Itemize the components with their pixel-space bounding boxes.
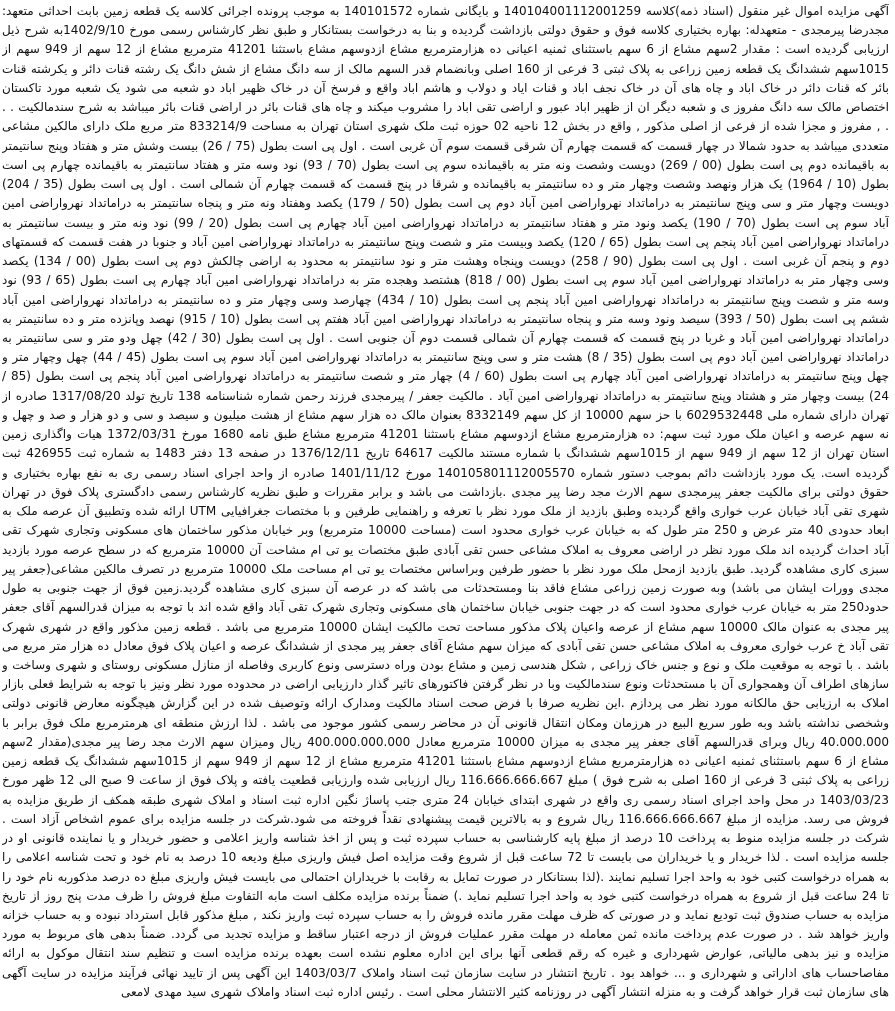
auction-notice-text: آگهی مزایده اموال غیر منقول (اسناد ذمه)کلاسه 140104001112001259 و بایگانی شماره 140101572 به موجب پرونده اجرائی کلاسه یک قطعه زمین بابت احداثی متعهد: مجدرضا پیرمجدی - متعهدله: بهاره بختیاری کلاسه فوق و حقوق دولتی بازداشت گردیده و بنا به درخواست بستانکار و طبق نظر کارشناس رسمی مورخ 1402/9/10به شرح ذیل ارزیابی گردیده است : مقدار 2سهم مشاع از 6 سهم باستثنای ثمنیه اعیانی ده هزارمترمربع مشاع ازدوسهم مشاع باستثنا 41201 مترمربع مشاع از 12 سهم از 949 سهم از 1015سهم ششدانگ یک قطعه زمین زراعی به پلاک ثبتی 3 فرعی از 160 اصلی وبانضمام قدر السهم مالک از سه دانگ مشاع از شش دانگ یک رشته قنات دائر و یکرشته قنات بائر که قنات دائر در خاک اباد و چاه های آن در خاک نجف اباد و قنات ایاد و دولاب و هاشم اباد واقع و فرسخ آن در خاک ظهیر اباد دو شعبه می شود یک شعبه مورد تاکستان اختصاص مالک سه دانگ مفروز ی و شعبه دیگر ان از ظهیر اباد عبور و اراضی تقی اباد را مشروب میکند و چاه های قنات بائر در اراضی قنات بائر میباشد به شرح سندمالکیت . . . , مفروز و مجزا شده از فرعی از اصلی مذکور , واقع در بخش 12 ناحیه 02 حوزه ثبت ملک شهری استان تهران به مساحت 833214/9 متر مربع ملک دارای مالکین مشاعی متعددی میباشد به حدود شمالا در چهار قسمت که قسمت چهارم آن شرقی قسمت سوم آن غربی است . اول پی است بطول (75 / 26) بیست وشش متر و هفتاد وپنج سانتیمتر به باقیمانده دوم پی است بطول (00 / 269) دویست وشصت ونه متر به باقیمانده سوم پی است بطول (70 / 93) نود وسه متر و هفتاد سانتیمتر به باقیمانده چهارم پی است بطول (10 / 1964) یک هزار ونهصد وشصت وچهار متر و ده سانتیمتر به باقیمانده و شرقا در پنج قسمت که قسمت چهارم آن شمالی است . اول پی است بطول (35 / 204) دویست وچهار متر و سی وپنج سانتیمتر به دراماتداد نهرواراضی امین آباد دوم پی است بطول (50 / 179) یکصد وهفتاد ونه متر و پنجاه سانتیمتر به دراماتداد نهرواراضی امین آباد سوم پی است بطول (70 / 190) یکصد ونود متر و هفتاد سانتیمتر به دراماتداد نهرواراضی امین آباد چهارم پی است بطول (20 / 99) نود ونه متر و بیست سانتیمتر به دراماتداد نهرواراضی امین آباد پنجم پی است بطول (65 / 120) یکصد وبیست متر و شصت وپنج سانتیمتر به دراماتداد نهرواراضی امین آباد و جنوبا در هفت قسمت که قسمتهای دوم و پنجم آن غربی است . اول پی است بطول (90 / 258) دویست وپنجاه وهشت متر و نود سانتیمتر به محدود به اراضی چالکش دوم پی است بطول (00 / 134) یکصد وسی وچهار متر به دراماتداد نهرواراضی امین آباد سوم پی است بطول (00 / 818) هشتصد وهجده متر به دراماتداد نهرواراضی امین آباد چهارم پی است بطول (65 / 93) نود وسه متر و شصت وپنج سانتیمتر به دراماتداد نهرواراضی امین آباد پنجم پی است بطول (10 / 434) چهارصد وسی وچهار متر و ده سانتیمتر به دراماتداد نهرواراضی امین آباد ششم پی است بطول (50 / 393) سیصد ونود وسه متر و پنجاه سانتیمتر به دراماتداد نهرواراضی امین آباد هفتم پی است بطول (10 / 915) نهصد وپانزده متر و ده سانتیمتر به دراماتداد نهرواراضی امین آباد و غربا در پنج قسمت که قسمت چهارم آن شمالی قسمت دوم آن جنوبی است . اول پی است بطول (30 / 42) چهل ودو متر و سی سانتیمتر به دراماتداد نهرواراضی امین آباد دوم پی است بطول (35 / 8) هشت متر و سی وپنج سانتیمتر به دراماتداد نهرواراضی امین آباد سوم پی است بطول (45 / 44) چهل وچهار متر و چهل وپنج سانتیمتر به دراماتداد نهرواراضی امین آباد چهارم پی است بطول (60 / 4) چهار متر و شصت سانتیمتر به دراماتداد نهرواراضی امین آباد پنجم پی است بطول (85 / 24) بیست وچهار متر و هشتاد وپنج سانتیمتر به دراماتداد نهرواراضی امین آباد . مالکیت جعفر / پیرمجدی فرزند رحمن شماره شناسنامه 138 تاریخ تولد 1317/08/20 صادره از تهران دارای شماره ملی 6029532448 با حز سهم 10000 از کل سهم 8332149 بعنوان مالک ده هزار سهم مشاع از هشت میلیون و سیصد و سی و دو هزار و صد و چهل و نه سهم عرصه و اعیان ملک مورد ثبت سهم: ده هزارمترمربع مشاع ازدوسهم مشاع باستثنا 41201 مترمربع مشاع طبق نامه 1680 مورخ 1372/03/31 هیات واگذاری زمین استان تهران از 12 سهم از 949 سهم از 1015سهم ششدانگ با شماره مستند مالکیت 64617 تاریخ 1376/12/11 در صفحه 13 دفتر 1483 به شماره ثبت 426955 ثبت گردیده است. یک مورد بازداشت دائم بموجب دستور شماره 140105801112005570 مورخ 1401/11/12 صادره از واحد اجرای اسناد رسمی ری به نفع بهاره بختیاری و حقوق دولتی برای مالکیت جعفر پیرمجدی سهم الارث مجد رضا پیر مجدی .بازداشت می باشد و برابر مقررات و طبق نظریه کارشناس رسمی دادگستری پلاک فوق در تهران شهری تقی آباد خیابان عرب خواری واقع گردیده وطبق بازدید از ملک مورد نظر با تعرفه و راهنمایی طرفین و با مختصات جغرافیایی UTM ارائه شده وتطبیق آن عرصه ملک به ابعاد حدودی 40 متر عرض و 250 متر طول که به خیابان عرب خواری محدود است (مساحت 10000 مترمربع) وبر خیابان مذکور ساختمان های مسکونی وتجاری شهرک تقی آباد احداث گردیده اند ملک مورد نظر در اراضی معروف به املاک مشاعی حسن تقی آبادی طبق مختصات یو تی ام مشاحت آن 10000 مترمربع که در سطح عرصه مورد بازدید سبزی کاری مشاهده گردید. طبق بازدید ازمحل ملک مورد نظر با حضور طرفین وبراساس مختصات یو تی ام مساحت ملک 10000 مترمربع در تصرف مالکین مشاعی(جعفر پیر مجدی وورات ایشان می باشد) وبه صورت زمین زراعی مشاع فاقد بنا ومستحدثات می باشد که در عرصه آن سبزی کاری مشاهده گردید.زمین فوق از جهت جنوبی به طول حدود250 متر به خیابان عرب خواری محدود است که در جهت جنوبی خیابان ساختمان های مسکونی وتجاری شهرک تقی آباد واقع شده اند با توجه به میزان قدرالسهم آقای جعفر پیر مجدی به عنوان مالک 10000 سهم مشاع از عرصه واعیان پلاک مذکور مساحت تحت مالکیت ایشان 10000 مترمربع می باشد . قطعه زمین مذکور واقع در شهری شهرک تقی آباد خ عرب خواری معروف به املاک مشاعی حسن تقی آبادی که میزان سهم مشاع آقای جعفر پیر مجدی از ششدانگ عرصه و اعیان پلاک فوق معادل ده هزار متر مربع می باشد . با توجه به موقعیت ملک و نوع و جنس خاک زراعی , شکل هندسی زمین و مشاع بودن وراه دسترسی ونوع کاربری وفاصله از منازل مسکونی روستای و شهری وساخت و سازهای اطراف آن وهمجواری آن با مستحدثات ونوع سندمالکیت وبا در نظر گرفتن فاکتورهای تاثیر گذار دارزیابی اراضی در محدوده مورد نظر ونیز با توجه به شرایط فعلی بازار املاک به ارزیابی حق مالکانه مورد نظر می پردازم .این نظریه صرفا با فرض صحت اسناد مالکیت ومدارک ارائه وتوصیف شده در این گزارش هیچگونه معارض قانونی دولتی وشخصی نداشته باشد وبه طور سریع البیع در هرزمان ومکان انتقال قانونی آن در محاضر رسمی کشور موجود می باشد . لذا ارزش منطقه ای هرمترمربع ملک فوق برابر با 40.000.000 ریال وبرای قدرالسهم آقای جعفر پیر مجدی به میزان 10000 مترمربع معادل 400.000.000.000 ریال ومیزان سهم الارث مجد رضا پیر مجدی(مقدار 2سهم مشاع از 6 سهم باستثنای ثمنیه اعیانی ده هزارمترمربع مشاع ازدوسهم مشاع باستثنا 41201 مترمربع مشاع از 12 سهم از 949 سهم از 1015سهم ششدانگ یک قطعه زمین زراعی به پلاک ثبتی 3 فرعی از 160 اصلی به شرح فوق ) مبلغ 116.666.666.667 ریال ارزیابی شده وارزیابی قطعیت یافته و پلاک فوق از ساعت 9 صبح الی 12 ظهر مورخ 1403/03/23 در محل واحد اجرای اسناد رسمی ری واقع در شهری ابتدای خیابان 24 متری جنب پاساژ نگین اداره ثبت اسناد و املاک شهری طبقه همکف از طریق مزایده به فروش می رسد. مزایده از مبلغ 116.666.666.667 ریال شروع و به بالاترین قیمت پیشنهادی نقداً فروخته می شود.شرکت در جلسه مزایده برای عموم اشخاص آزاد است . شرکت در جلسه مزایده منوط به پرداخت 10 درصد از مبلغ پایه کارشناسی به حساب سپرده ثبت و پس از اخذ شناسه واریز اعلامی و حضور خریدار و یا نماینده قانونی او در جلسه مزایده است . لذا خریدار و یا خریداران می بایست تا 72 ساعت قبل از شروع وقت مزایده اصل فیش واریزی مبلغ ودیعه 10 درصد به نام خود و تحت شناسه اعلامی را به همراه درخواست کتبی خود به واحد اجرا تسلیم نمایند .(لذا بستانکار در صورت تمایل به رقابت با خریداران احتمالی می بایست فیش واریزی مبلغ ده درصد مذکوربه نام خود را تا 24 ساعت قبل از شروع به همراه درخواست کتبی خود به واحد اجرا تسلیم نماید .) ضمناً برنده مزایده مکلف است مابه التفاوت مبلغ فروش را ظرف مدت پنج روز از تاریخ مزایده به حساب صندوق ثبت تودیع نماید و در صورتی که ظرف مهلت مقرر مانده فروش را به حساب سپرده ثبت واریز نکند , مبلغ مذکور قابل استرداد نبوده و به حساب خزانه واریز خواهد شد . در صورت عدم پرداخت مانده ثمن معامله در مهلت مقرر عملیات فروش از درجه اعتبار ساقط و مزایده تجدید می گردد. ضمناً بدهی های مربوط به مورد مزایده و نیز بدهی مالیاتی, عوارض شهرداری و غیره که رقم قطعی آنها برای این اداره معلوم نشده است بعهده برنده مزایده است و تنظیم سند انتقال موکول به ارائه مفاصاحساب های اداراتی و شهرداری و ... خواهد بود . تاریخ انتشار در سایت سازمان ثبت اسناد واملاک 1403/03/7 این آگهی پس از تایید نهائی فرآیند مزایده در سایت آگهی های سازمان ثبت قرار خواهد گرفت و به منزله انتشار آگهی در روزنامه کثیر الانتشار محلی است . رئیس اداره ثبت اسناد واملاک شهری سید مهدی لامعی	[2, 4, 889, 999]
